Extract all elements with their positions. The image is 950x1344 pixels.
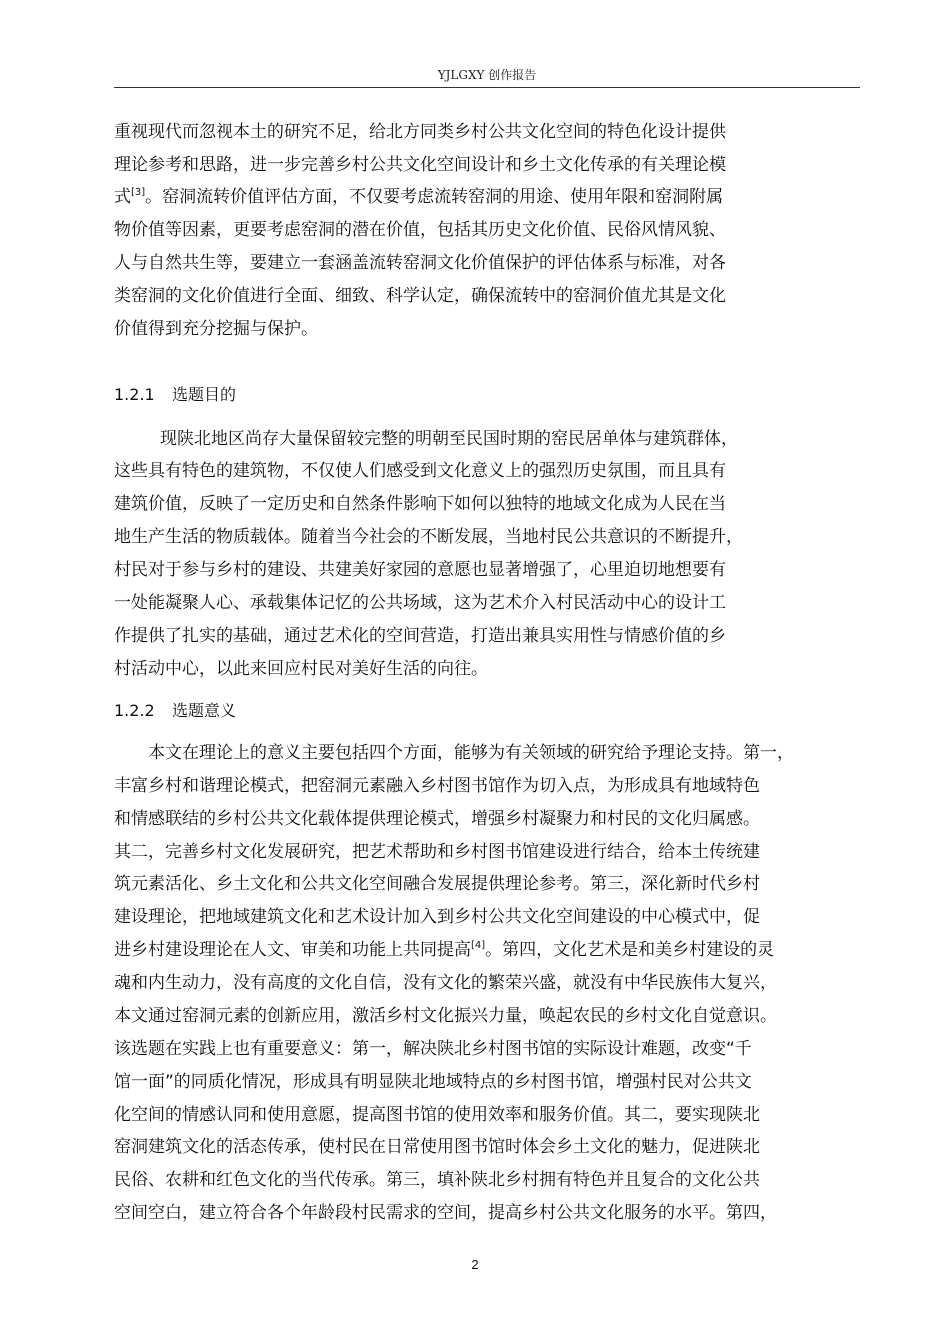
section-heading-1-2-1 (114, 385, 236, 405)
body-line: 窑洞建筑文化的活态传承，使村民在日常使用图书馆时体会乡土文化的魅力，促进陕北 (114, 1137, 760, 1157)
body-line: 其二，完善乡村文化发展研究，把艺术帮助和乡村图书馆建设进行结合，给本土传统建 (114, 842, 760, 862)
body-line: 式[3]。窑洞流转价值评估方面，不仅要考虑流转窑洞的用途、使用年限和窑洞附属 (114, 187, 724, 207)
body-line: 筑元素活化、乡土文化和公共文化空间融合发展提供理论参考。第三，深化新时代乡村 (114, 874, 760, 894)
body-line: 作提供了扎实的基础，通过艺术化的空间营造，打造出兼具实用性与情感价值的乡 (114, 626, 726, 646)
body-line: 该选题在实践上也有重要意义：第一，解决陕北乡村图书馆的实际设计难题，改变“千 (114, 1039, 752, 1059)
body-line: 空间空白，建立符合各个年龄段村民需求的空间，提高乡村公共文化服务的水平。第四， (114, 1203, 777, 1223)
body-line: 物价值等因素，更要考虑窑洞的潜在价值，包括其历史文化价值、民俗风情风貌、 (114, 220, 726, 240)
body-line: 理论参考和思路，进一步完善乡村公共文化空间设计和乡土文化传承的有关理论模 (114, 155, 726, 175)
body-line: 和情感联结的乡村公共文化载体提供理论模式，增强乡村凝聚力和村民的文化归属感。 (114, 809, 760, 829)
body-line: 魂和内生动力，没有高度的文化自信，没有文化的繁荣兴盛，就没有中华民族伟大复兴， (114, 973, 777, 993)
body-line: 化空间的情感认同和使用意愿，提高图书馆的使用效率和服务价值。其二，要实现陕北 (114, 1105, 760, 1125)
body-line: 建设理论，把地域建筑文化和艺术设计加入到乡村公共文化空间建设的中心模式中，促 (114, 907, 760, 927)
body-line: 本文通过窑洞元素的创新应用，激活乡村文化振兴力量，唤起农民的乡村文化自觉意识。 (114, 1006, 777, 1026)
body-line: 丰富乡村和谐理论模式，把窑洞元素融入乡村图书馆作为切入点，为形成具有地域特色 (114, 776, 760, 796)
body-line: 进乡村建设理论在人文、审美和功能上共同提高[4]。第四，文化艺术是和美乡村建设的灵 (114, 940, 775, 960)
body-line: 村活动中心，以此来回应村民对美好生活的向往。 (114, 659, 488, 679)
citation-ref: [4] (471, 940, 486, 951)
body-line: 人与自然共生等，要建立一套涵盖流转窑洞文化价值保护的评估体系与标准，对各 (114, 253, 726, 273)
header-divider (114, 87, 860, 88)
section-number: 1.2.1 (114, 385, 155, 404)
body-line: 类窑洞的文化价值进行全面、细致、科学认定，确保流转中的窑洞价值尤其是文化 (114, 286, 726, 306)
body-line: 这些具有特色的建筑物，不仅使人们感受到文化意义上的强烈历史氛围，而且具有 (114, 461, 726, 481)
page-number: 2 (471, 1257, 479, 1272)
body-line: 本文在理论上的意义主要包括四个方面，能够为有关领域的研究给予理论支持。第一， (148, 743, 794, 763)
page-header: YJLGXY 创作报告 (437, 68, 537, 82)
section-number: 1.2.2 (114, 701, 155, 720)
body-line: 村民对于参与乡村的建设、共建美好家园的意愿也显著增强了，心里迫切地想要有 (114, 560, 726, 580)
section-heading-1-2-2 (114, 701, 236, 721)
body-line: 建筑价值，反映了一定历史和自然条件影响下如何以独特的地域文化成为人民在当 (114, 494, 726, 514)
body-line: 民俗、农耕和红色文化的当代传承。第三，填补陕北乡村拥有特色并且复合的文化公共 (114, 1170, 760, 1190)
body-line: 价值得到充分挖掘与保护。 (114, 319, 318, 339)
section-title: 选题意义 (172, 701, 237, 720)
body-line: 重视现代而忽视本土的研究不足，给北方同类乡村公共文化空间的特色化设计提供 (114, 122, 726, 142)
body-line: 地生产生活的物质载体。随着当今社会的不断发展，当地村民公共意识的不断提升， (114, 527, 743, 547)
body-line: 一处能凝聚人心、承载集体记忆的公共场域，这为艺术介入村民活动中心的设计工 (114, 593, 726, 613)
body-line: 馆一面”的同质化情况，形成具有明显陕北地域特点的乡村图书馆，增强村民对公共文 (114, 1072, 752, 1092)
citation-ref: [3] (131, 187, 146, 198)
body-line: 现陕北地区尚存大量保留较完整的明朝至民国时期的窑民居单体与建筑群体， (160, 429, 738, 449)
section-title: 选题目的 (172, 385, 237, 404)
